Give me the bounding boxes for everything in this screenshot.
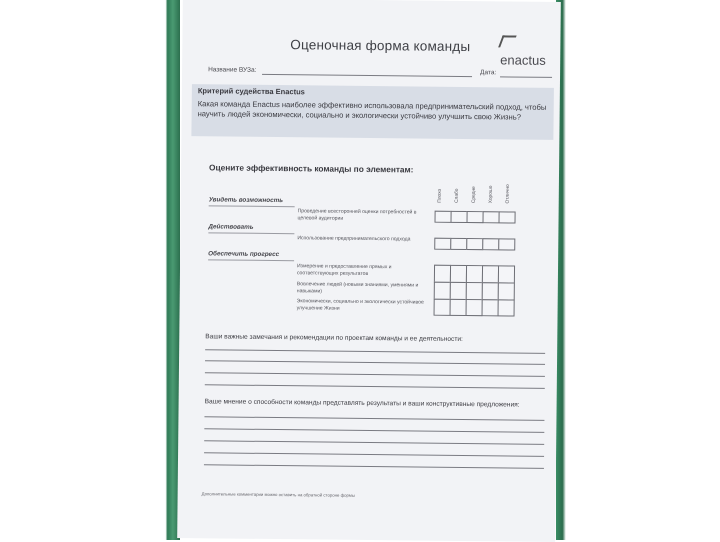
rating-cell[interactable]: [466, 282, 483, 300]
rating-cell[interactable]: [434, 265, 451, 283]
enactus-logo: [500, 35, 560, 68]
answer-line[interactable]: [204, 428, 544, 433]
column-header-excellent: Отлично: [505, 184, 511, 204]
rate-heading: Оцените эффективность команды по элементам:: [209, 162, 414, 175]
rating-cell[interactable]: [450, 265, 467, 283]
answer-line[interactable]: [205, 360, 545, 365]
rating-row-needs-assessment: [434, 211, 514, 224]
rating-cell[interactable]: [450, 299, 467, 316]
rating-cell[interactable]: [498, 299, 515, 316]
element-sustainable-improvement: Экономически, социально и экологически устойчивое улучшение Жизни: [296, 298, 424, 312]
right-background: [556, 0, 720, 540]
rating-cell[interactable]: [482, 282, 499, 300]
rating-row-measure-results: [434, 265, 514, 284]
footer-note: Дополнительные комментарии можно оставить на обратной стороне формы: [201, 491, 355, 498]
enactus-logo-text: enactus: [500, 52, 546, 68]
rating-cell[interactable]: [434, 299, 451, 316]
answer-line[interactable]: [204, 452, 544, 457]
answer-line[interactable]: [204, 464, 544, 469]
criterion-heading: Критерий судейства Enactus: [197, 86, 305, 97]
rating-cell[interactable]: [466, 211, 483, 223]
question-recommendations: Ваши важные замечания и рекомендации по проектам команды и ее деятельности:: [205, 333, 463, 343]
rating-cell[interactable]: [498, 265, 515, 283]
rating-cell[interactable]: [482, 299, 499, 316]
rating-cell[interactable]: [434, 282, 451, 300]
enactus-logo-icon: [498, 35, 516, 47]
section-divider: [208, 259, 294, 261]
rating-row-sustainable-improvement: [434, 299, 514, 317]
left-background: [0, 0, 180, 540]
element-needs-assessment: Проведение всесторонней оценки потребностей в целевой аудитории: [297, 208, 417, 222]
answer-line[interactable]: [204, 440, 544, 445]
rating-row-engage-people: [434, 282, 514, 301]
rating-cell[interactable]: [450, 211, 467, 223]
rating-cell[interactable]: [482, 265, 499, 283]
rating-cell[interactable]: [434, 238, 451, 250]
rating-cell[interactable]: [498, 238, 515, 250]
column-header-average: Средне: [471, 186, 477, 204]
rating-cell[interactable]: [498, 211, 515, 223]
form-title: Оценочная форма команды: [290, 37, 471, 55]
column-header-poor: Плохо: [437, 188, 443, 203]
evaluation-form-sheet: [177, 0, 561, 542]
rating-cell[interactable]: [450, 282, 467, 300]
answer-line[interactable]: [204, 416, 544, 421]
rating-cell[interactable]: [450, 238, 467, 250]
section-label-see-opportunity: Увидеть возможность: [208, 196, 284, 205]
university-label: Название ВУЗа:: [208, 66, 257, 74]
rating-cell[interactable]: [434, 211, 451, 223]
rating-cell[interactable]: [466, 299, 483, 316]
element-engage-people: Вовлечение людей (новыми знаниями, умениями и навыками): [296, 281, 419, 295]
column-header-weak: Слабо: [454, 188, 460, 203]
element-measure-results: Измерение и предоставление прямых и соответствующих результатов: [296, 263, 392, 277]
university-field[interactable]: [262, 74, 472, 77]
answer-line[interactable]: [205, 349, 545, 354]
date-field[interactable]: [500, 76, 552, 78]
rating-cell[interactable]: [466, 238, 483, 250]
criterion-text: Какая команда Enactus наиболее эффективно использовала предпринимательский подход, чтобы научить людей экономически, социально и экологически устойчиво улучшить свою Жизнь?: [197, 99, 547, 122]
rating-cell[interactable]: [482, 211, 499, 223]
column-header-good: Хорошо: [488, 185, 494, 204]
rating-cell[interactable]: [498, 282, 515, 300]
rating-row-entrepreneurial-approach: [434, 238, 514, 251]
element-entrepreneurial-approach: Использование предпринимательского подхода: [297, 235, 411, 243]
question-presentation: Ваше мнение о способности команды представлять результаты и ваши конструктивные предложения:: [204, 398, 520, 409]
section-divider: [209, 205, 295, 207]
section-label-ensure-progress: Обеспечить прогресс: [208, 250, 280, 259]
section-divider: [208, 232, 294, 234]
section-label-act: Действовать: [208, 223, 254, 231]
answer-line[interactable]: [205, 372, 545, 377]
rating-cell[interactable]: [466, 265, 483, 283]
answer-line[interactable]: [205, 384, 545, 389]
date-label: Дата:: [480, 69, 497, 77]
rating-cell[interactable]: [482, 238, 499, 250]
